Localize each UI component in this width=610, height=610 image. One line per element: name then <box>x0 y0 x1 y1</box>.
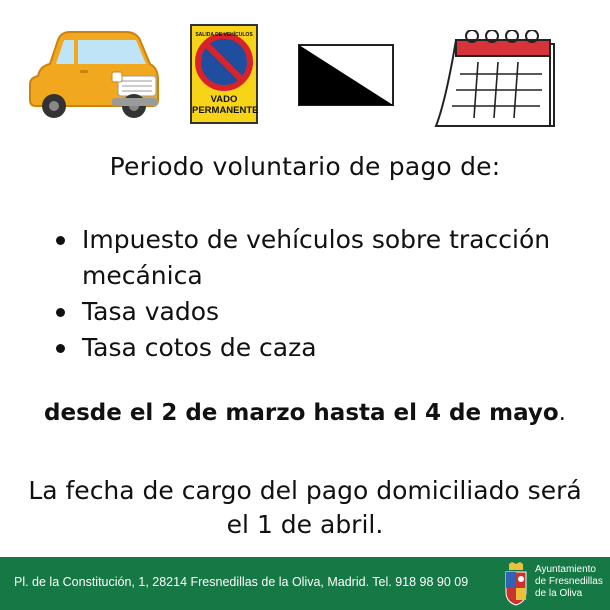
sign-line2: PERMANENTE <box>192 105 259 116</box>
tax-item-label: Impuesto de vehículos sobre tracción mecánica <box>82 225 551 290</box>
list-item <box>52 330 572 366</box>
sign-label <box>192 94 259 116</box>
footer-ayuntamiento: Ayuntamiento de Fresnedillas de la Oliva <box>535 564 603 599</box>
bullet <box>56 344 65 353</box>
icons-row <box>0 0 610 140</box>
sign-line1: VADO <box>210 94 238 105</box>
page-heading: Periodo voluntario de pago de: <box>109 152 501 181</box>
footer-address: Pl. de la Constitución, 1, 28214 Fresnedillas de la Oliva, Madrid. Tel. 918 98 90 09 <box>14 575 469 589</box>
calendar-icon <box>428 30 558 130</box>
bullet <box>56 236 65 245</box>
tax-list <box>52 222 572 366</box>
tax-item-label: Tasa cotos de caza <box>82 333 317 362</box>
parking-sign-icon <box>190 24 258 124</box>
payment-dates-range: desde el 2 de marzo hasta el 4 de mayo <box>44 400 559 426</box>
charge-date-text: La fecha de cargo del pago domiciliado será el 1 de abril. <box>28 476 582 539</box>
tax-item-label: Tasa vados <box>82 297 220 326</box>
diagonal-flag-icon <box>298 44 394 106</box>
footer <box>0 557 610 610</box>
coat-of-arms-icon <box>503 562 529 606</box>
list-item <box>52 294 572 330</box>
payment-dates-end: . <box>558 400 566 426</box>
list-item <box>52 222 572 294</box>
no-parking-symbol <box>192 28 256 92</box>
payment-dates <box>0 400 610 426</box>
car-icon <box>28 26 160 120</box>
sign-top-text: SALIDA DE VEHÍCULOS <box>195 32 253 38</box>
bullet <box>56 308 65 317</box>
